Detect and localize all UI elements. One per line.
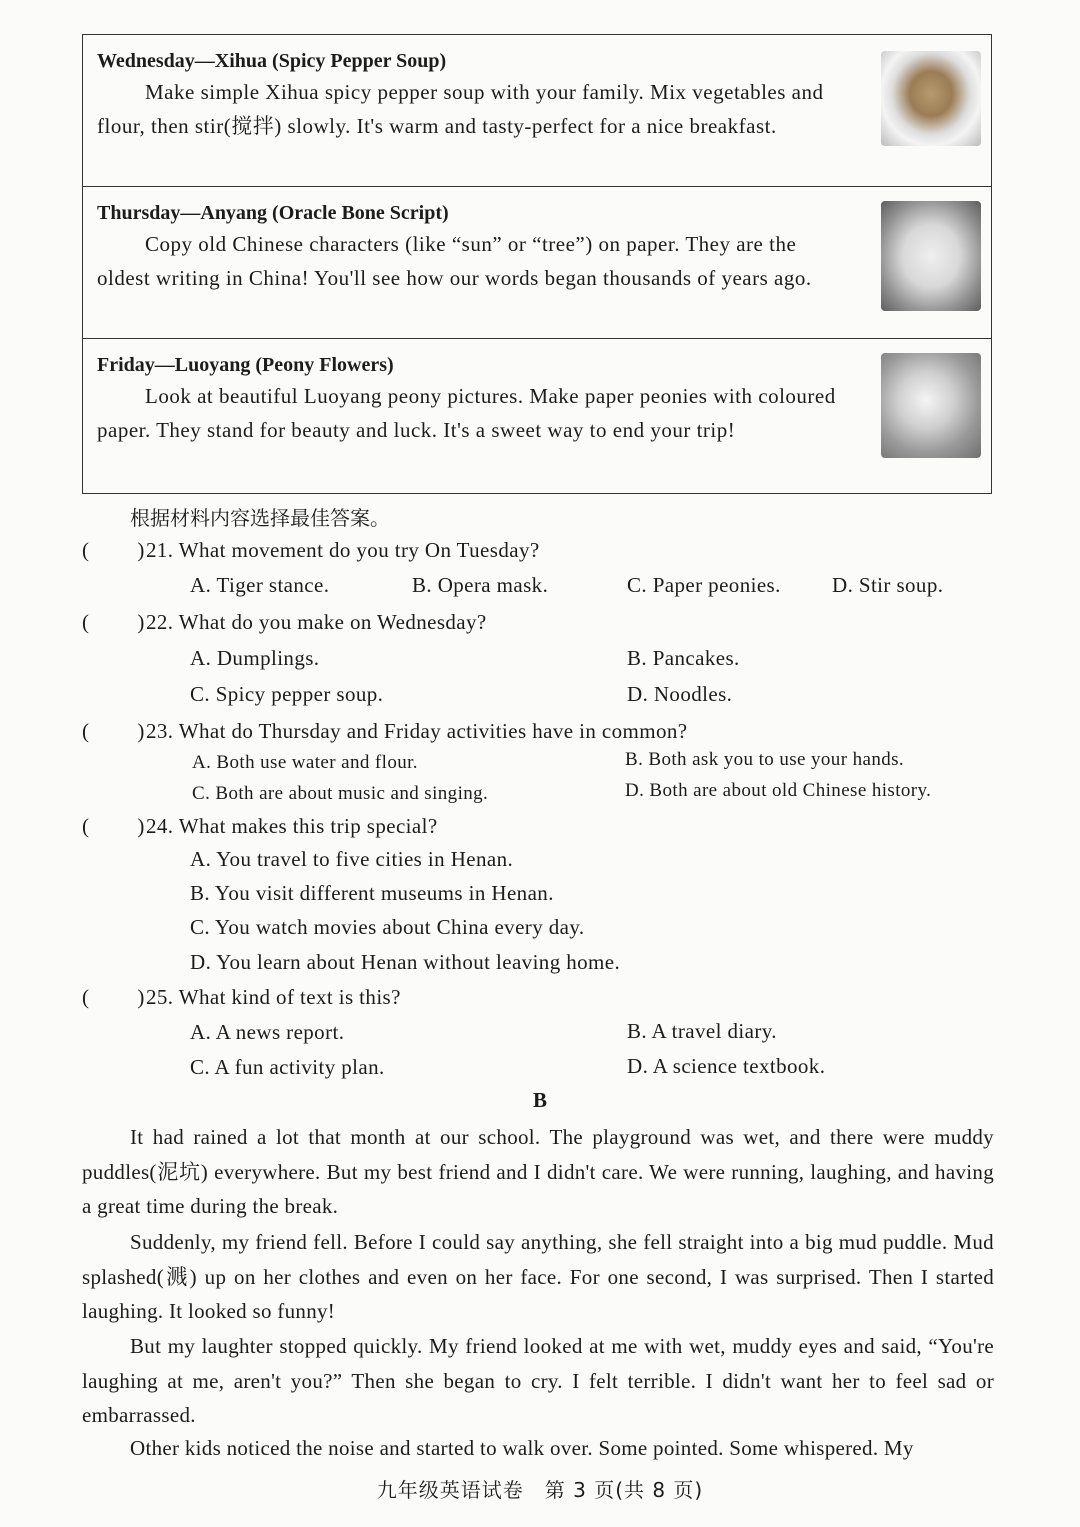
- question-text: What kind of text is this?: [178, 985, 401, 1009]
- passage-paragraph: But my laughter stopped quickly. My friend looked at me with wet, muddy eyes and said, “You're laughing at me, aren't you?” Then she began to cry. I felt terrible. I didn't want her to feel sad or embarrassed.: [82, 1334, 994, 1427]
- activity-body: Make simple Xihua spicy pepper soup with your family. Mix vegetables and flour, then stir(搅拌) slowly. It's warm and tasty-perfect for a nice breakfast.: [97, 80, 824, 138]
- activity-row-thursday: [83, 187, 991, 339]
- option-c: C. Both are about music and singing.: [192, 783, 489, 804]
- option-b: B. You visit different museums in Henan.: [190, 881, 554, 905]
- activity-title: Friday—Luoyang (Peony Flowers): [97, 354, 394, 376]
- oracle-bone-photo: [881, 201, 981, 311]
- passage-paragraph: Other kids noticed the noise and started to walk over. Some pointed. Some whispered. My: [130, 1436, 914, 1460]
- instruction: 根据材料内容选择最佳答案。: [130, 506, 390, 530]
- question-text: What do Thursday and Friday activities have in common?: [178, 719, 688, 743]
- question-25: ( )25. What kind of text is this?: [82, 985, 401, 1009]
- option-a: A. Both use water and flour.: [192, 752, 418, 773]
- option-d: D. Stir soup.: [832, 573, 944, 597]
- question-23: ( )23. What do Thursday and Friday activities have in common?: [82, 719, 688, 743]
- activity-title: Thursday—Anyang (Oracle Bone Script): [97, 202, 449, 224]
- activity-body: Copy old Chinese characters (like “sun” or “tree”) on paper. They are the oldest writing in China! You'll see how our words began thousands of years ago.: [97, 232, 812, 290]
- page-footer: 九年级英语试卷 第 3 页(共 8 页): [376, 1478, 704, 1502]
- option-b: B. Pancakes.: [627, 646, 740, 670]
- option-a: A. Tiger stance.: [190, 573, 330, 597]
- option-c: C. A fun activity plan.: [190, 1055, 385, 1079]
- option-a: A. A news report.: [190, 1020, 345, 1044]
- question-number: 25.: [146, 985, 174, 1009]
- activity-row-friday: [83, 339, 991, 493]
- passage-paragraph: Suddenly, my friend fell. Before I could say anything, she fell straight into a big mud puddle. Mud splashed(溅) up on her clothes and even on her face. For one second, I was surprised. Then I started laughing. It looked so funny!: [82, 1230, 994, 1323]
- option-d: D. You learn about Henan without leaving home.: [190, 950, 621, 974]
- option-b: B. A travel diary.: [627, 1019, 777, 1043]
- peony-photo: [881, 353, 981, 458]
- question-text: What makes this trip special?: [178, 814, 438, 838]
- activity-row-wednesday: [83, 35, 991, 187]
- question-number: 24.: [146, 814, 174, 838]
- section-heading: B: [532, 1088, 547, 1112]
- option-c: C. Spicy pepper soup.: [190, 682, 384, 706]
- question-number: 23.: [146, 719, 174, 743]
- activity-body: Look at beautiful Luoyang peony pictures. Make paper peonies with coloured paper. They stand for beauty and luck. It's a sweet way to end your trip!: [97, 384, 836, 442]
- option-d: D. Noodles.: [627, 682, 733, 706]
- soup-photo: [881, 51, 981, 146]
- question-number: 21.: [146, 538, 174, 562]
- passage-paragraph: It had rained a lot that month at our school. The playground was wet, and there were muddy puddles(泥坑) everywhere. But my best friend and I didn't care. We were running, laughing, and having a great time during the break.: [82, 1125, 994, 1218]
- question-22: ( )22. What do you make on Wednesday?: [82, 610, 487, 634]
- question-21: ( )21. What movement do you try On Tuesday?: [82, 538, 540, 562]
- option-b: B. Both ask you to use your hands.: [625, 749, 905, 770]
- option-d: D. A science textbook.: [627, 1054, 826, 1078]
- option-c: C. Paper peonies.: [627, 573, 781, 597]
- activity-table: [82, 34, 992, 494]
- option-a: A. You travel to five cities in Henan.: [190, 847, 514, 871]
- activity-title: Wednesday—Xihua (Spicy Pepper Soup): [97, 50, 447, 72]
- option-a: A. Dumplings.: [190, 646, 320, 670]
- question-text: What movement do you try On Tuesday?: [178, 538, 540, 562]
- option-b: B. Opera mask.: [412, 573, 549, 597]
- question-24: ( )24. What makes this trip special?: [82, 814, 438, 838]
- option-d: D. Both are about old Chinese history.: [625, 780, 932, 801]
- question-number: 22.: [146, 610, 174, 634]
- option-c: C. You watch movies about China every day.: [190, 915, 585, 939]
- question-text: What do you make on Wednesday?: [178, 610, 487, 634]
